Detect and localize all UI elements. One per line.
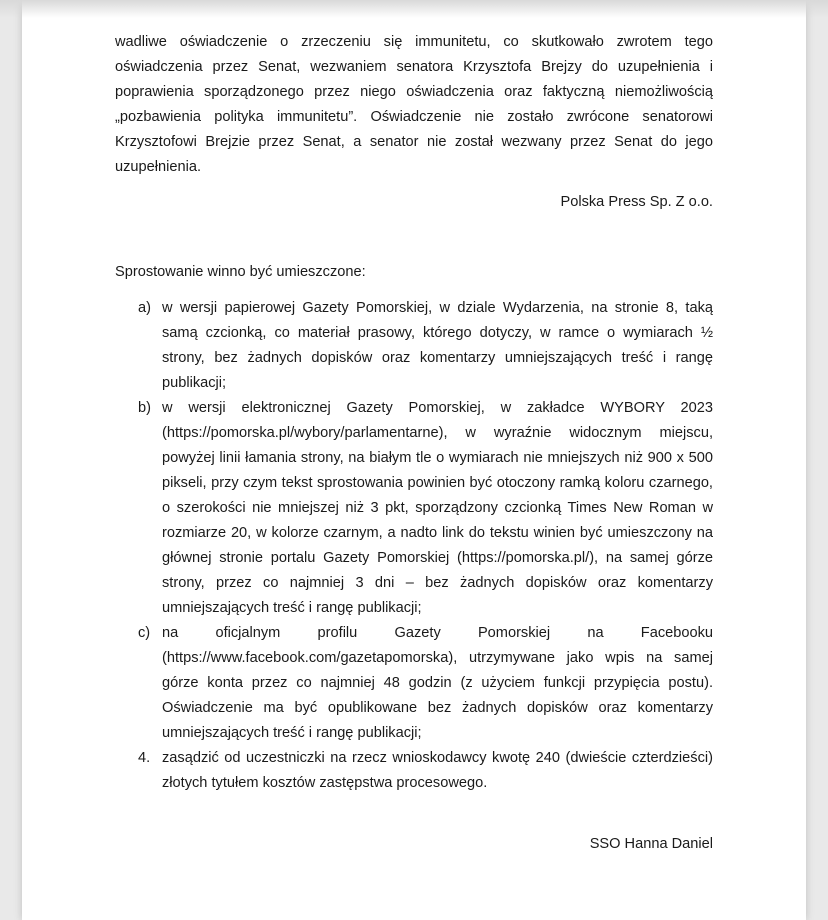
list-marker: b) (138, 400, 151, 416)
list-marker: 4. (138, 750, 151, 766)
list-item (115, 621, 713, 746)
document-content (115, 30, 713, 857)
list-item-text: zasądzić od uczestniczki na rzecz wnioskodawcy kwotę 240 (dwieście czterdzieści) złotych tytułem kosztów zastępstwa procesowego. (162, 750, 713, 791)
judge-signature: SSO Hanna Daniel (589, 836, 713, 852)
document-page (22, 0, 806, 920)
placement-intro: Sprostowanie winno być umieszczone: (115, 264, 366, 280)
company-signature: Polska Press Sp. Z o.o. (560, 194, 713, 210)
list-item (115, 296, 713, 396)
list-marker: c) (138, 625, 151, 641)
list-item-text: w wersji papierowej Gazety Pomorskiej, w dziale Wydarzenia, na stronie 8, taką samą czcionką, co materiał prasowy, którego dotyczy, w ramce o wymiarach ½ strony, bez żadnych dopisków oraz komentarzy umniejszających treść i rangę publikacji; (162, 300, 713, 391)
list-item (115, 746, 713, 796)
list-marker: a) (138, 300, 151, 316)
list-item (115, 396, 713, 621)
placement-list (115, 296, 713, 796)
opening-paragraph: wadliwe oświadczenie o zrzeczeniu się immunitetu, co skutkowało zwrotem tego oświadczenia przez Senat, wezwaniem senatora Krzysztofa Brejzy do uzupełnienia i poprawienia sporządzonego przez niego oświadczenia oraz faktyczną niemożliwością „pozbawienia polityka immunitetu”. Oświadczenie nie zostało zwrócone senatorowi Krzysztofowi Brejzie przez Senat, a senator nie został wezwany przez Senat do jego uzupełnienia. (115, 34, 713, 175)
list-item-text: na oficjalnym profilu Gazety Pomorskiej na Facebooku (https://www.facebook.com/gazetapomorska), utrzymywane jako wpis na samej górze konta przez co najmniej 48 godzin (z użyciem funkcji przypięcia postu). Oświadczenie ma być opublikowane bez żadnych dopisków oraz komentarzy umniejszających treść i rangę publikacji; (162, 625, 713, 741)
list-item-text: w wersji elektronicznej Gazety Pomorskiej, w zakładce WYBORY 2023 (https://pomorska.pl/wybory/parlamentarne), w wyraźnie widocznym miejscu, powyżej linii łamania strony, na białym tle o wymiarach nie mniejszych niż 900 x 500 pikseli, przy czym tekst sprostowania powinien być otoczony ramką koloru czarnego, o szerokości nie mniejszej niż 3 pkt, sporządzony czcionką Times New Roman w rozmiarze 20, w kolorze czarnym, a nadto link do tekstu winien być umieszczony na głównej stronie portalu Gazety Pomorskiej (https://pomorska.pl/), na samej górze strony, przez co najmniej 3 dni – bez żadnych dopisków oraz komentarzy umniejszających treść i rangę publikacji; (162, 400, 713, 616)
